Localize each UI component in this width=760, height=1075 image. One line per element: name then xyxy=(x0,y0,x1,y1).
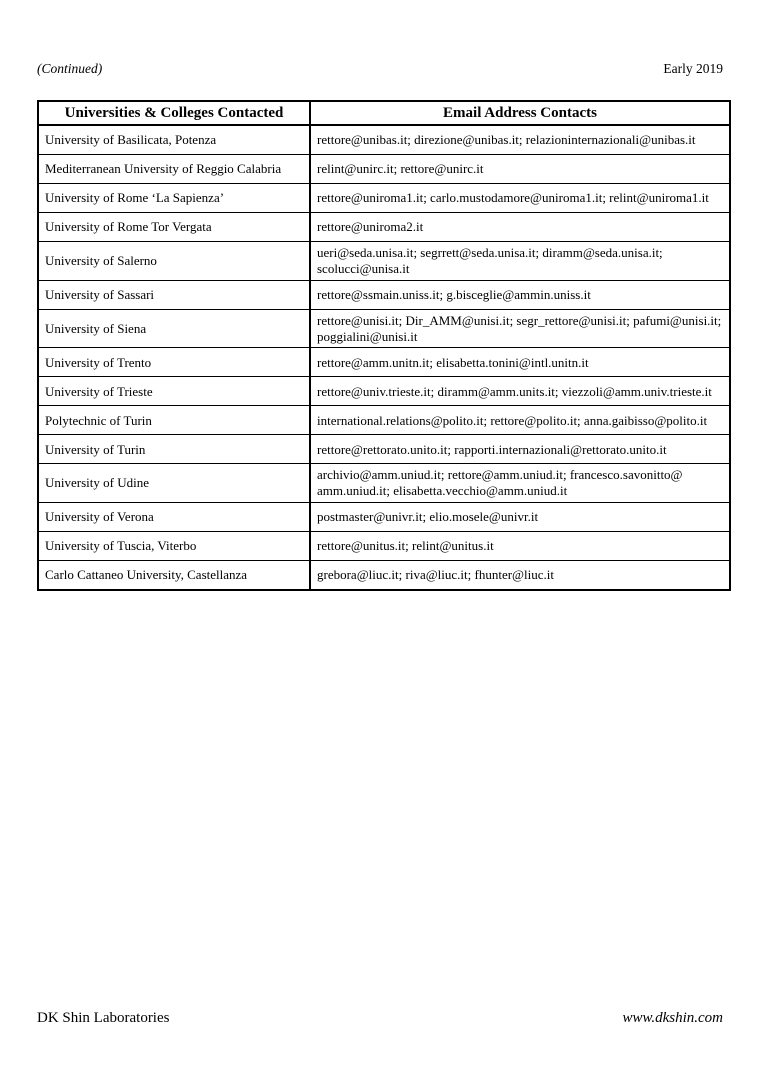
table-header-row xyxy=(38,101,730,125)
table-row xyxy=(38,125,730,155)
university-cell: University of Rome ‘La Sapienza’ xyxy=(38,184,310,213)
emails-column-header: Email Address Contacts xyxy=(310,101,730,125)
university-cell: University of Siena xyxy=(38,309,310,348)
table-row xyxy=(38,309,730,348)
email-cell: rettore@ssmain.uniss.it; g.bisceglie@ammin.uniss.it xyxy=(310,280,730,309)
table-row xyxy=(38,184,730,213)
university-cell: University of Salerno xyxy=(38,242,310,281)
page-top-line xyxy=(37,61,723,77)
university-cell: University of Turin xyxy=(38,435,310,464)
contacts-table xyxy=(37,100,731,591)
table-row xyxy=(38,464,730,503)
university-cell: Carlo Cattaneo University, Castellanza xyxy=(38,561,310,591)
continued-label: (Continued) xyxy=(37,61,103,76)
table-row xyxy=(38,280,730,309)
email-cell: international.relations@polito.it; rettore@polito.it; anna.gaibisso@polito.it xyxy=(310,406,730,435)
footer-website: www.dkshin.com xyxy=(622,1010,723,1026)
footer-organization: DK Shin Laboratories xyxy=(37,1010,170,1026)
university-cell: Mediterranean University of Reggio Calabria xyxy=(38,155,310,184)
university-cell: University of Sassari xyxy=(38,280,310,309)
university-cell: University of Rome Tor Vergata xyxy=(38,213,310,242)
table-row xyxy=(38,377,730,406)
email-cell: rettore@unitus.it; relint@unitus.it xyxy=(310,532,730,561)
email-cell: rettore@uniroma2.it xyxy=(310,213,730,242)
email-cell: rettore@unisi.it; Dir_AMM@unisi.it; segr_rettore@unisi.it; pafumi@unisi.it; poggialini@unisi.it xyxy=(310,309,730,348)
email-cell: archivio@amm.uniud.it; rettore@amm.uniud.it; francesco.savonitto@ amm.uniud.it; elisabetta.vecchio@amm.uniud.it xyxy=(310,464,730,503)
university-cell: University of Basilicata, Potenza xyxy=(38,125,310,155)
table-row xyxy=(38,406,730,435)
university-cell: University of Trento xyxy=(38,348,310,377)
university-cell: Polytechnic of Turin xyxy=(38,406,310,435)
table-row xyxy=(38,435,730,464)
page-footer xyxy=(37,1010,723,1027)
table-row xyxy=(38,532,730,561)
period-label: Early 2019 xyxy=(663,61,723,76)
email-cell: grebora@liuc.it; riva@liuc.it; fhunter@liuc.it xyxy=(310,561,730,591)
email-cell: rettore@univ.trieste.it; diramm@amm.units.it; viezzoli@amm.univ.trieste.it xyxy=(310,377,730,406)
email-cell: rettore@amm.unitn.it; elisabetta.tonini@intl.unitn.it xyxy=(310,348,730,377)
email-cell: rettore@unibas.it; direzione@unibas.it; relazioninternazionali@unibas.it xyxy=(310,125,730,155)
table-row xyxy=(38,242,730,281)
university-cell: University of Trieste xyxy=(38,377,310,406)
table-row xyxy=(38,213,730,242)
university-cell: University of Verona xyxy=(38,503,310,532)
table-row xyxy=(38,155,730,184)
email-cell: rettore@uniroma1.it; carlo.mustodamore@uniroma1.it; relint@uniroma1.it xyxy=(310,184,730,213)
table-row xyxy=(38,503,730,532)
universities-column-header: Universities & Colleges Contacted xyxy=(38,101,310,125)
table-body xyxy=(38,125,730,590)
university-cell: University of Tuscia, Viterbo xyxy=(38,532,310,561)
email-cell: relint@unirc.it; rettore@unirc.it xyxy=(310,155,730,184)
email-cell: ueri@seda.unisa.it; segrrett@seda.unisa.it; diramm@seda.unisa.it; scolucci@unisa.it xyxy=(310,242,730,281)
table-row xyxy=(38,561,730,591)
email-cell: rettore@rettorato.unito.it; rapporti.internazionali@rettorato.unito.it xyxy=(310,435,730,464)
table-row xyxy=(38,348,730,377)
university-cell: University of Udine xyxy=(38,464,310,503)
email-cell: postmaster@univr.it; elio.mosele@univr.it xyxy=(310,503,730,532)
